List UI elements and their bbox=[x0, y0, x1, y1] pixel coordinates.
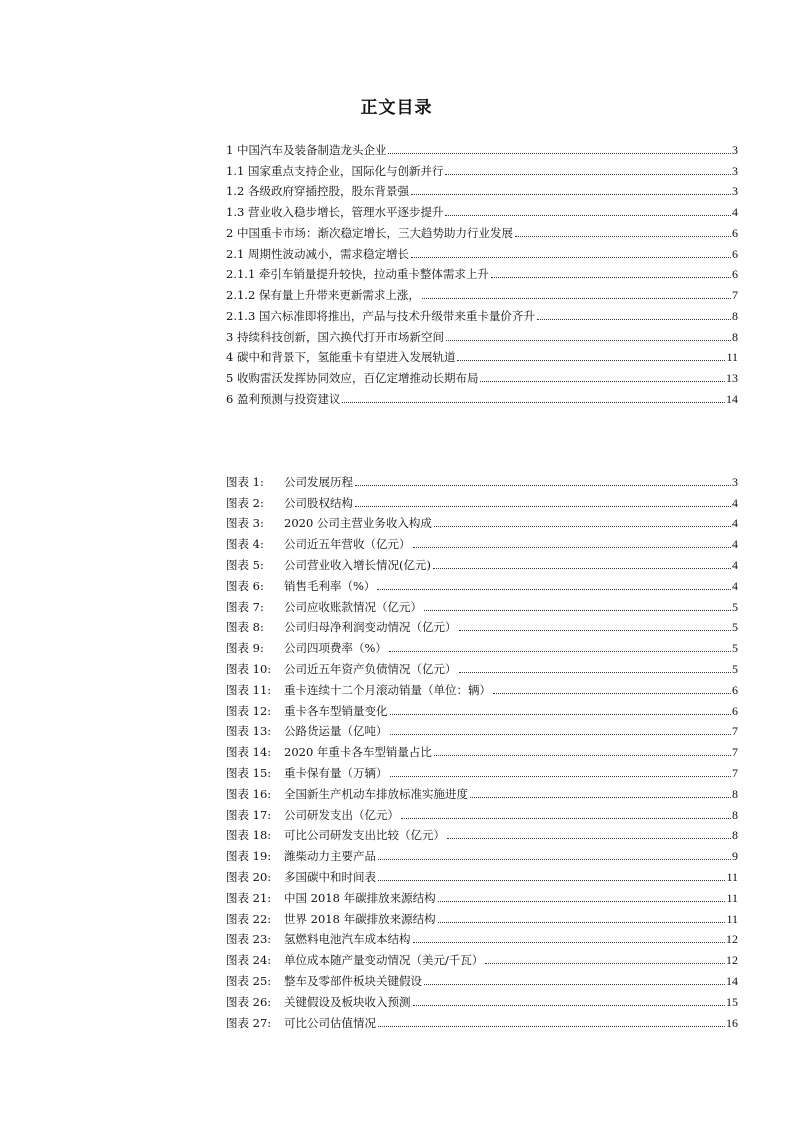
toc-entry-label: 2.1.3 国六标准即将推出，产品与技术升级带来重卡量价齐升 bbox=[226, 308, 535, 323]
dot-leader bbox=[390, 714, 732, 715]
figure-number: 图表 2: bbox=[226, 495, 264, 510]
figure-title: 关键假设及板块收入预测 bbox=[284, 994, 411, 1009]
page-number: 11 bbox=[726, 350, 738, 365]
figure-number: 图表 14: bbox=[226, 745, 272, 760]
toc-entry-label: 2.1.2 保有量上升带来更新需求上涨， bbox=[226, 288, 420, 302]
figure-entry-label bbox=[226, 974, 422, 988]
toc-entry-label: 2.1 周期性波动减小，需求稳定增长 bbox=[226, 246, 409, 261]
page-number: 6 bbox=[732, 267, 738, 282]
page-number: 7 bbox=[732, 288, 738, 302]
dot-leader bbox=[390, 776, 732, 777]
toc-entry[interactable] bbox=[226, 302, 738, 323]
toc-entry-label: 3 持续科技创新，国六换代打开市场新空间 bbox=[226, 329, 444, 344]
toc-entry-label: 2.1.1 牵引车销量提升较快，拉动重卡整体需求上升 bbox=[226, 267, 489, 282]
dot-leader bbox=[445, 215, 731, 216]
dot-leader bbox=[378, 859, 731, 860]
dot-leader bbox=[438, 922, 726, 923]
dot-leader bbox=[413, 1005, 726, 1006]
dot-leader bbox=[459, 630, 732, 631]
dot-leader bbox=[411, 257, 731, 258]
figure-number: 图表 21: bbox=[226, 890, 272, 905]
dot-leader bbox=[485, 963, 725, 964]
page-number: 6 bbox=[732, 246, 738, 261]
figure-entry[interactable] bbox=[226, 801, 738, 822]
figure-title: 公司应收账款情况（亿元） bbox=[284, 599, 422, 614]
page-number: 6 bbox=[732, 682, 738, 697]
figure-number: 图表 23: bbox=[226, 932, 272, 947]
figure-title: 公司归母净利润变动情况（亿元） bbox=[284, 620, 457, 635]
dot-leader bbox=[413, 547, 732, 548]
contents-list bbox=[226, 136, 738, 406]
figure-title: 2020 年重卡各车型销量占比 bbox=[284, 745, 432, 760]
figure-entry-label bbox=[226, 828, 445, 842]
page-number: 11 bbox=[726, 890, 738, 905]
page-number: 4 bbox=[732, 557, 738, 572]
figure-entry-label bbox=[226, 558, 431, 572]
figure-number: 图表 11: bbox=[226, 682, 272, 697]
dot-leader bbox=[422, 298, 731, 299]
page-number: 3 bbox=[732, 184, 738, 199]
page-number: 16 bbox=[726, 1015, 738, 1030]
figure-entry[interactable] bbox=[226, 510, 738, 531]
toc-entry[interactable] bbox=[226, 240, 738, 261]
figure-entry-label bbox=[226, 537, 411, 551]
figure-entry[interactable] bbox=[226, 759, 738, 780]
figure-number: 图表 13: bbox=[226, 724, 272, 739]
page-title: 正文目录 bbox=[360, 98, 433, 118]
figure-number: 图表 3: bbox=[226, 516, 264, 531]
figure-title: 2020 公司主营业务收入构成 bbox=[284, 516, 432, 531]
figure-title: 销售毛利率（%） bbox=[284, 578, 376, 593]
figure-entry-label bbox=[226, 787, 468, 801]
toc-entry[interactable] bbox=[226, 344, 738, 365]
figure-entry-label bbox=[226, 891, 436, 905]
dot-leader bbox=[459, 672, 732, 673]
figure-entry[interactable] bbox=[226, 967, 738, 988]
figure-entry-label bbox=[226, 745, 432, 759]
figure-entry[interactable] bbox=[226, 926, 738, 947]
figure-entry-label bbox=[226, 516, 432, 530]
dot-leader bbox=[342, 402, 725, 403]
toc-entry[interactable] bbox=[226, 157, 738, 178]
toc-entry-label: 1.3 营业收入稳步增长，管理水平逐步提升 bbox=[226, 205, 444, 219]
figure-entry[interactable] bbox=[226, 884, 738, 905]
figure-number: 图表 7: bbox=[226, 599, 264, 614]
page-number: 4 bbox=[732, 495, 738, 510]
figure-entry-label bbox=[226, 808, 399, 822]
figure-entry[interactable] bbox=[226, 551, 738, 572]
figure-title: 单位成本随产量变动情况（美元/千瓦） bbox=[284, 953, 484, 968]
page-number: 8 bbox=[732, 828, 738, 843]
figure-entry[interactable] bbox=[226, 905, 738, 926]
figure-entry-label bbox=[226, 953, 483, 967]
page-number: 5 bbox=[732, 599, 738, 614]
dot-leader bbox=[411, 194, 731, 195]
figure-entry-label bbox=[226, 912, 436, 926]
figure-entry[interactable] bbox=[226, 572, 738, 593]
toc-entry[interactable] bbox=[226, 198, 738, 219]
dot-leader bbox=[378, 880, 725, 881]
figure-title: 重卡连续十二个月滚动销量（单位：辆） bbox=[284, 682, 491, 697]
figure-entry-label bbox=[226, 995, 411, 1009]
figure-entry[interactable] bbox=[226, 718, 738, 739]
figure-number: 图表 17: bbox=[226, 807, 272, 822]
figure-entry[interactable] bbox=[226, 468, 738, 489]
page-number: 6 bbox=[732, 703, 738, 718]
figure-entry-label bbox=[226, 1016, 376, 1030]
figure-title: 中国 2018 年碳排放来源结构 bbox=[284, 890, 436, 905]
toc-entry-label: 6 盈利预测与投资建议 bbox=[226, 391, 341, 406]
toc-entry[interactable] bbox=[226, 385, 738, 406]
figure-entry[interactable] bbox=[226, 593, 738, 614]
page-number: 13 bbox=[726, 371, 738, 385]
figure-title: 公路货运量（亿吨） bbox=[284, 724, 388, 739]
dot-leader bbox=[424, 984, 725, 985]
figure-number: 图表 26: bbox=[226, 994, 272, 1009]
figure-entry-label bbox=[226, 662, 457, 676]
figure-entry-label bbox=[226, 870, 376, 884]
toc-entry-label: 1.1 国家重点支持企业，国际化与创新并行 bbox=[226, 163, 444, 178]
figure-number: 图表 4: bbox=[226, 537, 264, 552]
page-number: 4 bbox=[732, 578, 738, 593]
figure-entry-label bbox=[226, 579, 375, 593]
figure-number: 图表 20: bbox=[226, 869, 272, 884]
page-number: 14 bbox=[726, 391, 738, 406]
figure-entry[interactable] bbox=[226, 697, 738, 718]
figure-number: 图表 24: bbox=[226, 953, 272, 968]
figure-entry-label bbox=[226, 641, 387, 655]
figure-number: 图表 5: bbox=[226, 557, 264, 572]
figure-entry[interactable] bbox=[226, 988, 738, 1009]
figure-entry[interactable] bbox=[226, 530, 738, 551]
figure-number: 图表 8: bbox=[226, 620, 264, 635]
figure-entry[interactable] bbox=[226, 489, 738, 510]
figure-title: 可比公司估值情况 bbox=[284, 1015, 376, 1030]
figure-entry-label bbox=[226, 704, 388, 718]
figure-number: 图表 12: bbox=[226, 703, 272, 718]
dot-leader bbox=[355, 506, 731, 507]
figure-entry-label bbox=[226, 766, 388, 780]
figure-title: 全国新生产机动车排放标准实施进度 bbox=[284, 786, 468, 801]
page-number: 5 bbox=[732, 620, 738, 635]
figure-entry[interactable] bbox=[226, 946, 738, 967]
dot-leader bbox=[446, 340, 731, 341]
figure-entry-label bbox=[226, 600, 422, 614]
dot-leader bbox=[378, 1026, 725, 1027]
figure-title: 公司近五年营收（亿元） bbox=[284, 537, 411, 552]
figure-number: 图表 22: bbox=[226, 911, 272, 926]
toc-entry[interactable] bbox=[226, 261, 738, 282]
page-number: 4 bbox=[732, 537, 738, 552]
figure-title: 公司四项费率（%） bbox=[284, 641, 387, 656]
toc-entry-label: 4 碳中和背景下，氢能重卡有望进入发展轨道 bbox=[226, 350, 456, 365]
page-number: 4 bbox=[732, 516, 738, 531]
dot-leader bbox=[401, 818, 731, 819]
figure-entry[interactable] bbox=[226, 614, 738, 635]
figure-title: 氢燃料电池汽车成本结构 bbox=[284, 932, 411, 947]
dot-leader bbox=[537, 319, 731, 320]
dot-leader bbox=[470, 797, 731, 798]
dot-leader bbox=[424, 610, 731, 611]
page-number: 8 bbox=[732, 329, 738, 344]
dot-leader bbox=[390, 734, 732, 735]
page-number: 3 bbox=[732, 474, 738, 489]
page-number: 7 bbox=[732, 724, 738, 739]
figure-title: 可比公司研发支出比较（亿元） bbox=[284, 828, 445, 843]
toc-entry[interactable] bbox=[226, 136, 738, 157]
figure-entry[interactable] bbox=[226, 676, 738, 697]
figure-entry[interactable] bbox=[226, 1009, 738, 1030]
figure-title: 公司研发支出（亿元） bbox=[284, 807, 399, 822]
figure-title: 重卡各车型销量变化 bbox=[284, 703, 388, 718]
figure-number: 图表 25: bbox=[226, 973, 272, 988]
figure-title: 整车及零部件板块关键假设 bbox=[284, 973, 422, 988]
figure-title: 重卡保有量（万辆） bbox=[284, 765, 388, 780]
page-number: 5 bbox=[732, 641, 738, 656]
figure-entry[interactable] bbox=[226, 655, 738, 676]
toc-entry-label: 1.2 各级政府穿插控股，股东背景强 bbox=[226, 184, 409, 199]
toc-entry[interactable] bbox=[226, 219, 738, 240]
dot-leader bbox=[434, 526, 731, 527]
page-number: 8 bbox=[732, 786, 738, 801]
dot-leader bbox=[355, 485, 731, 486]
page-number: 6 bbox=[732, 225, 738, 240]
figure-number: 图表 1: bbox=[226, 474, 264, 489]
figure-title: 公司近五年资产负债情况（亿元） bbox=[284, 661, 457, 676]
figure-title: 公司营业收入增长情况(亿元) bbox=[284, 557, 431, 572]
dot-leader bbox=[491, 277, 731, 278]
dot-leader bbox=[445, 174, 731, 175]
page-number: 4 bbox=[732, 205, 738, 219]
figure-entry-label bbox=[226, 932, 411, 946]
figure-entry-label bbox=[226, 620, 457, 634]
page-number: 11 bbox=[726, 869, 738, 884]
dot-leader bbox=[413, 942, 726, 943]
toc-entry[interactable] bbox=[226, 364, 738, 385]
figure-entry[interactable] bbox=[226, 780, 738, 801]
figure-entry[interactable] bbox=[226, 822, 738, 843]
page-number: 3 bbox=[732, 142, 738, 157]
figure-number: 图表 9: bbox=[226, 641, 264, 656]
figure-title: 潍柴动力主要产品 bbox=[284, 849, 376, 864]
dot-leader bbox=[457, 360, 725, 361]
toc-entry-label: 2 中国重卡市场：渐次稳定增长，三大趋势助力行业发展 bbox=[226, 225, 513, 240]
dot-leader bbox=[434, 755, 731, 756]
toc-entry-label: 1 中国汽车及装备制造龙头企业 bbox=[226, 142, 387, 157]
dot-leader bbox=[433, 568, 731, 569]
toc-entry[interactable] bbox=[226, 178, 738, 199]
toc-entry-label: 5 收购雷沃发挥协同效应，百亿定增推动长期布局 bbox=[226, 371, 479, 385]
page-number: 12 bbox=[726, 932, 738, 947]
page-number: 8 bbox=[732, 308, 738, 323]
figure-entry-label bbox=[226, 475, 353, 489]
page-number: 7 bbox=[732, 765, 738, 780]
page-number: 7 bbox=[732, 745, 738, 760]
dot-leader bbox=[493, 693, 731, 694]
figure-number: 图表 15: bbox=[226, 765, 272, 780]
page-number: 14 bbox=[726, 973, 738, 988]
dot-leader bbox=[388, 153, 731, 154]
figure-number: 图表 16: bbox=[226, 786, 272, 801]
figure-number: 图表 27: bbox=[226, 1015, 272, 1030]
page-number: 5 bbox=[732, 661, 738, 676]
figure-title: 多国碳中和时间表 bbox=[284, 869, 376, 884]
figure-entry-label bbox=[226, 724, 388, 738]
dot-leader bbox=[447, 838, 731, 839]
page-number: 12 bbox=[726, 953, 738, 968]
toc-entry[interactable] bbox=[226, 281, 738, 302]
page-number: 15 bbox=[726, 994, 738, 1009]
page-number: 3 bbox=[732, 163, 738, 178]
figure-title: 公司发展历程 bbox=[284, 474, 353, 489]
figure-number: 图表 18: bbox=[226, 828, 272, 843]
figure-entry[interactable] bbox=[226, 738, 738, 759]
dot-leader bbox=[377, 589, 731, 590]
figure-title: 世界 2018 年碳排放来源结构 bbox=[284, 911, 436, 926]
dot-leader bbox=[515, 236, 731, 237]
dot-leader bbox=[480, 381, 725, 382]
dot-leader bbox=[389, 651, 731, 652]
page-number: 11 bbox=[726, 911, 738, 926]
figure-number: 图表 19: bbox=[226, 849, 272, 864]
dot-leader bbox=[438, 901, 726, 902]
page-number: 9 bbox=[732, 849, 738, 864]
page-number: 8 bbox=[732, 807, 738, 822]
figure-entry-label bbox=[226, 496, 353, 510]
figure-entry[interactable] bbox=[226, 863, 738, 884]
toc-entry[interactable] bbox=[226, 323, 738, 344]
figure-entry-label bbox=[226, 849, 376, 863]
figures-list bbox=[226, 468, 738, 1030]
figure-number: 图表 10: bbox=[226, 661, 272, 676]
figure-entry-label bbox=[226, 683, 491, 697]
figure-number: 图表 6: bbox=[226, 578, 264, 593]
figure-title: 公司股权结构 bbox=[284, 495, 353, 510]
figure-entry[interactable] bbox=[226, 634, 738, 655]
figure-entry[interactable] bbox=[226, 842, 738, 863]
